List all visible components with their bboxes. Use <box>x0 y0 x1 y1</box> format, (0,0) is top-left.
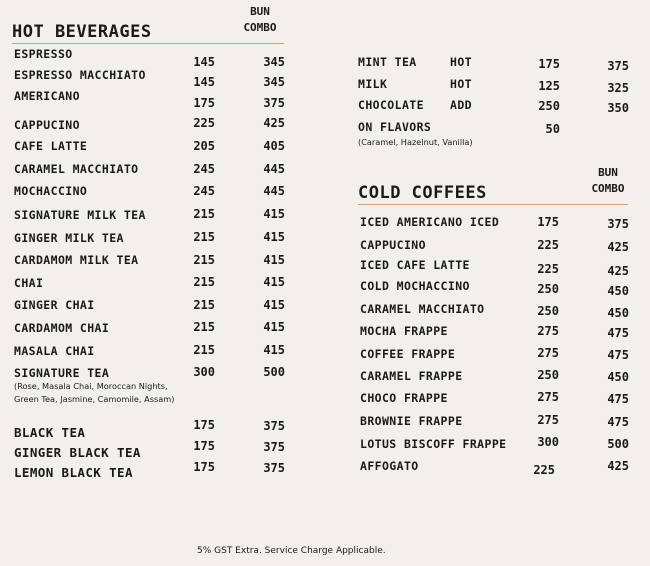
menu-item-combo-price: 415 <box>263 320 285 334</box>
menu-item-name: ESPRESSO MACCHIATO <box>14 68 146 82</box>
menu-item-combo-price: 425 <box>263 116 285 130</box>
menu-item-combo-price: 345 <box>263 55 285 69</box>
menu-item-combo-price: 345 <box>263 75 285 89</box>
menu-item-name: MOCHACCINO <box>14 184 88 198</box>
menu-item-combo-price: 475 <box>607 392 629 406</box>
menu-item-combo-price: 500 <box>607 437 629 451</box>
menu-item-combo-price: 425 <box>607 264 629 278</box>
menu-item-combo-price: 405 <box>263 139 285 153</box>
menu-item-price: 250 <box>537 304 559 318</box>
menu-item-price: 215 <box>193 253 215 267</box>
cold-bun-combo-header <box>578 165 638 197</box>
menu-item-combo-price: 415 <box>263 230 285 244</box>
hot-bun-label: BUN <box>250 5 270 18</box>
menu-item-price: 215 <box>193 343 215 357</box>
menu-item-name: CHOCOLATE <box>358 98 424 112</box>
menu-item-name: LOTUS BISCOFF FRAPPE <box>360 437 507 451</box>
menu-item-combo-price: 450 <box>607 284 629 298</box>
menu-item-name: GINGER MILK TEA <box>14 231 124 245</box>
menu-item-price: 245 <box>193 184 215 198</box>
footer-note: 5% GST Extra. Service Charge Applicable. <box>197 546 386 556</box>
menu-item-name: AMERICANO <box>14 89 80 103</box>
menu-item-price: 215 <box>193 298 215 312</box>
menu-item-combo-price: 425 <box>607 459 629 473</box>
menu-item-price: 175 <box>193 460 215 474</box>
menu-item-name: CARDAMOM CHAI <box>14 321 110 335</box>
menu-item-combo-price: 475 <box>607 415 629 429</box>
menu-item-name: BLACK TEA <box>14 425 86 440</box>
menu-item-price: 175 <box>537 215 559 229</box>
menu-item-combo-price: 375 <box>263 461 285 475</box>
cold-bun-label: BUN <box>598 166 618 179</box>
menu-item-price: 125 <box>538 79 560 93</box>
menu-item-price: 225 <box>537 262 559 276</box>
menu-item-price: 175 <box>193 439 215 453</box>
menu-item-name: MINT TEA <box>358 55 417 69</box>
menu-item-name: MILK <box>358 77 388 91</box>
menu-item-name: CARDAMOM MILK TEA <box>14 253 139 267</box>
menu-item-name: CARAMEL FRAPPE <box>360 369 463 383</box>
cold-divider <box>358 204 628 205</box>
menu-item-name: CHOCO FRAPPE <box>360 391 448 405</box>
menu-item-combo-price: 415 <box>263 298 285 312</box>
menu-item-price: 245 <box>193 162 215 176</box>
menu-item-combo-price: 450 <box>607 306 629 320</box>
menu-item-tag: HOT <box>450 77 472 91</box>
menu-item-price: 300 <box>193 365 215 379</box>
signature-tea-note-line: Green Tea, Jasmine, Camomile, Assam) <box>14 394 175 404</box>
menu-item-name: ICED CAFE LATTE <box>360 258 470 272</box>
menu-item-name: GINGER CHAI <box>14 298 95 312</box>
menu-item-price: 250 <box>538 99 560 113</box>
hot-bun-combo-header <box>230 4 290 36</box>
menu-item-price: 275 <box>537 413 559 427</box>
menu-item-tag: ADD <box>450 98 472 112</box>
menu-item-price: 215 <box>193 230 215 244</box>
menu-item-price: 250 <box>537 282 559 296</box>
menu-item-name: MASALA CHAI <box>14 344 95 358</box>
menu-item-name: CHAI <box>14 276 44 290</box>
menu-item-price: 215 <box>193 275 215 289</box>
menu-item-price: 205 <box>193 139 215 153</box>
menu-item-price: 225 <box>193 116 215 130</box>
flavors-price: 50 <box>545 122 560 136</box>
menu-item-price: 175 <box>193 96 215 110</box>
hot-beverages-title: HOT BEVERAGES <box>12 22 152 42</box>
menu-item-combo-price: 475 <box>607 326 629 340</box>
signature-tea-note-line: (Rose, Masala Chai, Moroccan Nights, <box>14 381 168 391</box>
menu-item-price: 215 <box>193 207 215 221</box>
menu-item-price: 275 <box>537 324 559 338</box>
menu-item-combo-price: 445 <box>263 184 285 198</box>
menu-item-combo-price: 375 <box>607 59 629 73</box>
menu-item-combo-price: 500 <box>263 365 285 379</box>
menu-item-name: CAFE LATTE <box>14 139 88 153</box>
menu-item-combo-price: 425 <box>607 240 629 254</box>
menu-item-combo-price: 445 <box>263 162 285 176</box>
menu-item-combo-price: 375 <box>263 419 285 433</box>
menu-item-name: ICED AMERICANO ICED <box>360 215 500 229</box>
menu-item-name: MOCHA FRAPPE <box>360 324 448 338</box>
signature-tea-note <box>14 380 174 406</box>
menu-item-price: 250 <box>537 368 559 382</box>
menu-item-price: 300 <box>537 435 559 449</box>
menu-item-price: 175 <box>538 57 560 71</box>
menu-item-name: CARAMEL MACCHIATO <box>14 162 139 176</box>
menu-item-name: BROWNIE FRAPPE <box>360 414 463 428</box>
cold-coffees-title: COLD COFFEES <box>358 183 487 203</box>
menu-item-combo-price: 415 <box>263 275 285 289</box>
menu-item-name: COLD MOCHACCINO <box>360 279 470 293</box>
menu-item-price: 215 <box>193 320 215 334</box>
menu-item-combo-price: 375 <box>263 440 285 454</box>
menu-item-name: CAPPUCINO <box>14 118 80 132</box>
menu-item-name: ESPRESSO <box>14 47 73 61</box>
menu-item-name: CAPPUCINO <box>360 238 426 252</box>
menu-item-name: SIGNATURE TEA <box>14 366 110 380</box>
menu-item-price: 175 <box>193 418 215 432</box>
menu-item-price: 225 <box>537 238 559 252</box>
menu-item-price: 275 <box>537 390 559 404</box>
menu-item-name: SIGNATURE MILK TEA <box>14 208 146 222</box>
menu-item-combo-price: 475 <box>607 348 629 362</box>
menu-item-combo-price: 375 <box>263 96 285 110</box>
menu-item-name: COFFEE FRAPPE <box>360 347 456 361</box>
menu-item-name: LEMON BLACK TEA <box>14 465 133 480</box>
menu-item-combo-price: 415 <box>263 343 285 357</box>
flavors-label: ON FLAVORS <box>358 120 432 134</box>
menu-item-combo-price: 450 <box>607 370 629 384</box>
menu-item-combo-price: 375 <box>607 217 629 231</box>
hot-combo-label: COMBO <box>243 21 277 34</box>
cold-combo-label: COMBO <box>591 182 625 195</box>
menu-item-combo-price: 350 <box>607 101 629 115</box>
menu-item-name: AFFOGATO <box>360 459 419 473</box>
menu-item-price: 145 <box>193 75 215 89</box>
menu-item-combo-price: 415 <box>263 253 285 267</box>
menu-item-combo-price: 415 <box>263 207 285 221</box>
hot-divider <box>12 43 284 44</box>
menu-item-tag: HOT <box>450 55 472 69</box>
menu-item-price: 145 <box>193 55 215 69</box>
menu-item-price: 275 <box>537 346 559 360</box>
menu-item-name: GINGER BLACK TEA <box>14 445 141 460</box>
menu-item-price: 225 <box>533 463 555 477</box>
menu-item-name: CARAMEL MACCHIATO <box>360 302 485 316</box>
flavors-note: (Caramel, Hazelnut, Vanilla) <box>358 137 473 147</box>
menu-item-combo-price: 325 <box>607 81 629 95</box>
